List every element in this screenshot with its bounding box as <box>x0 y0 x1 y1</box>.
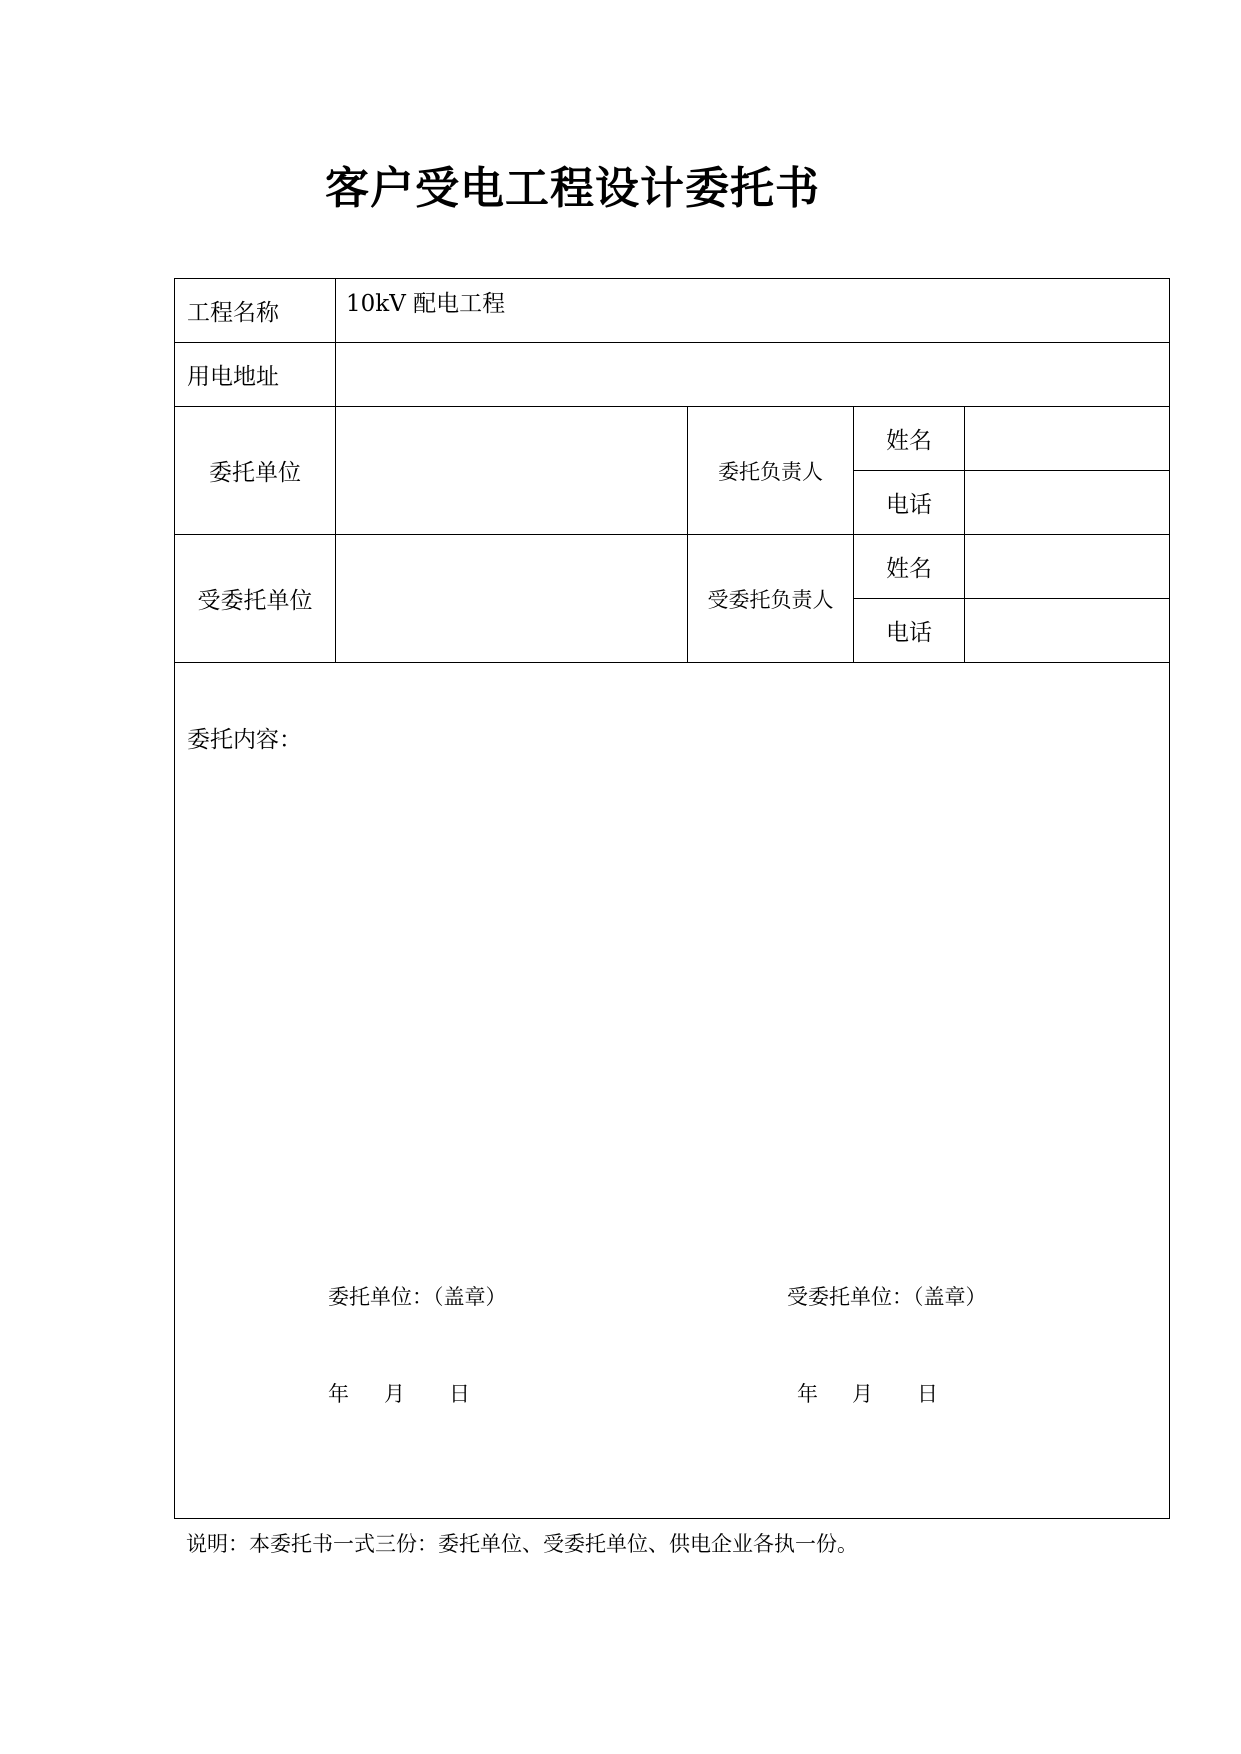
client-unit-field[interactable] <box>336 407 688 535</box>
commission-form-table <box>174 278 1170 1519</box>
content-label: 委托内容： <box>187 727 302 753</box>
address-field[interactable] <box>336 343 1170 407</box>
document-title: 客户受电工程设计委托书 <box>325 163 820 214</box>
client-date-month: 月 <box>384 1382 405 1406</box>
contractor-row-1 <box>175 535 1170 599</box>
content-field[interactable] <box>175 663 1170 1519</box>
contractor-date-day: 日 <box>917 1382 938 1406</box>
client-name-label: 姓名 <box>854 407 965 471</box>
contractor-date-year: 年 <box>797 1382 818 1406</box>
contractor-name-field[interactable] <box>965 535 1170 599</box>
client-unit-label: 委托单位 <box>175 407 336 535</box>
client-seal-label: 委托单位：（盖章） <box>328 1285 507 1309</box>
client-row-1 <box>175 407 1170 471</box>
contractor-date-month: 月 <box>852 1382 873 1406</box>
address-label: 用电地址 <box>175 343 336 407</box>
contractor-phone-field[interactable] <box>965 599 1170 663</box>
address-row <box>175 343 1170 407</box>
footer-note: 说明：本委托书一式三份：委托单位、受委托单位、供电企业各执一份。 <box>186 1532 858 1556</box>
contractor-seal-label: 受委托单位：（盖章） <box>787 1285 987 1309</box>
client-person-label: 委托负责人 <box>688 407 854 535</box>
project-name-field[interactable]: 10kV 配电工程 <box>336 279 1170 343</box>
contractor-unit-label: 受委托单位 <box>175 535 336 663</box>
project-name-row <box>175 279 1170 343</box>
client-name-field[interactable] <box>965 407 1170 471</box>
client-date-day: 日 <box>449 1382 470 1406</box>
client-date-year: 年 <box>328 1382 349 1406</box>
content-row <box>175 663 1170 1519</box>
client-phone-label: 电话 <box>854 471 965 535</box>
project-name-label: 工程名称 <box>175 279 336 343</box>
contractor-person-label: 受委托负责人 <box>688 535 854 663</box>
contractor-unit-field[interactable] <box>336 535 688 663</box>
contractor-phone-label: 电话 <box>854 599 965 663</box>
contractor-name-label: 姓名 <box>854 535 965 599</box>
client-phone-field[interactable] <box>965 471 1170 535</box>
